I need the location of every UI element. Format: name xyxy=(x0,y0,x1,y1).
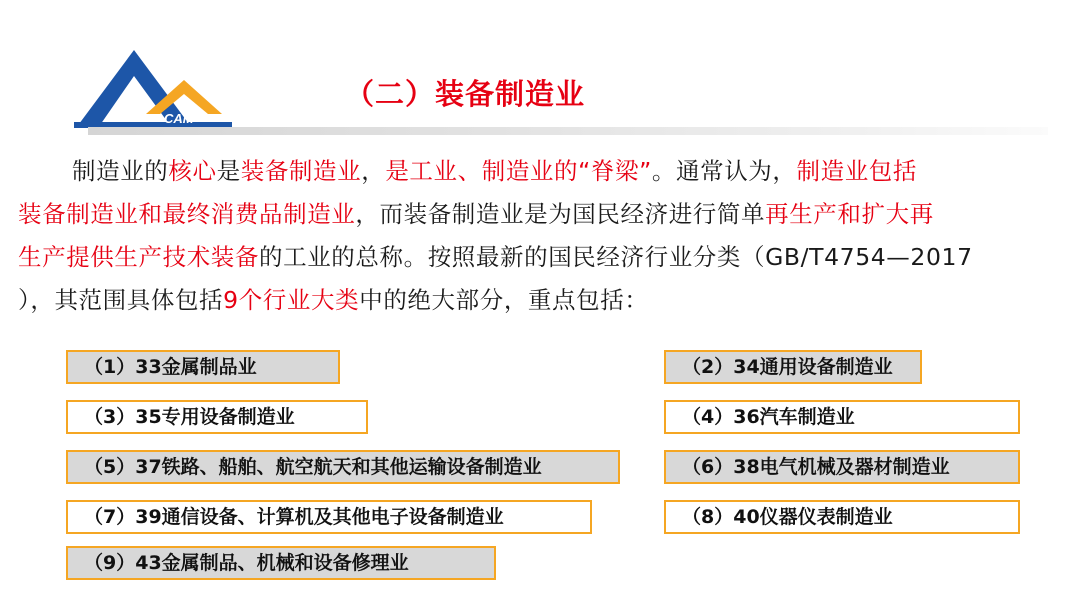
highlight-text: 装备制造业和最终消费品制造业 xyxy=(18,200,356,228)
body-text: ，而装备制造业是为国民经济进行简单 xyxy=(355,200,766,228)
body-text: 是 xyxy=(216,157,241,185)
industry-item-3: （3）35专用设备制造业 xyxy=(66,400,368,434)
industry-item-1: （1）33金属制品业 xyxy=(66,350,340,384)
highlight-text: 是工业、制造业的“脊梁” xyxy=(385,157,652,185)
highlight-text: 核心 xyxy=(168,157,217,185)
cam-logo xyxy=(72,44,242,132)
industry-item-5: （5）37铁路、船舶、航空航天和其他运输设备制造业 xyxy=(66,450,620,484)
body-text: ， xyxy=(361,157,386,185)
industry-item-6: （6）38电气机械及器材制造业 xyxy=(664,450,1020,484)
highlight-text: 9个行业大类 xyxy=(223,286,360,314)
highlight-text: 生产提供生产技术装备 xyxy=(18,243,259,271)
industry-item-4: （4）36汽车制造业 xyxy=(664,400,1020,434)
body-text: 。通常认为， xyxy=(651,157,797,185)
body-paragraph xyxy=(18,150,1050,322)
body-text: 制造业的 xyxy=(72,157,169,185)
paragraph-line xyxy=(18,193,1050,236)
highlight-text: 再生产和扩大再 xyxy=(765,200,934,228)
paragraph-line xyxy=(18,236,1050,279)
body-text: 中的绝大部分，重点包括： xyxy=(359,286,649,314)
paragraph-line xyxy=(18,150,1050,193)
highlight-text: 装备制造业 xyxy=(240,157,362,185)
body-text: 的工业的总称。按照最新的国民经济行业分类（GB/T4754—2017 xyxy=(259,243,973,271)
body-text: ），其范围具体包括 xyxy=(18,286,224,314)
industry-item-9: （9）43金属制品、机械和设备修理业 xyxy=(66,546,496,580)
industry-item-2: （2）34通用设备制造业 xyxy=(664,350,922,384)
logo-text: CAM xyxy=(164,111,194,126)
title-underline xyxy=(88,127,1048,135)
industry-item-8: （8）40仪器仪表制造业 xyxy=(664,500,1020,534)
paragraph-line xyxy=(18,279,1050,322)
highlight-text: 制造业包括 xyxy=(796,157,917,185)
industry-item-7: （7）39通信设备、计算机及其他电子设备制造业 xyxy=(66,500,592,534)
page-title: （二）装备制造业 xyxy=(345,77,586,111)
